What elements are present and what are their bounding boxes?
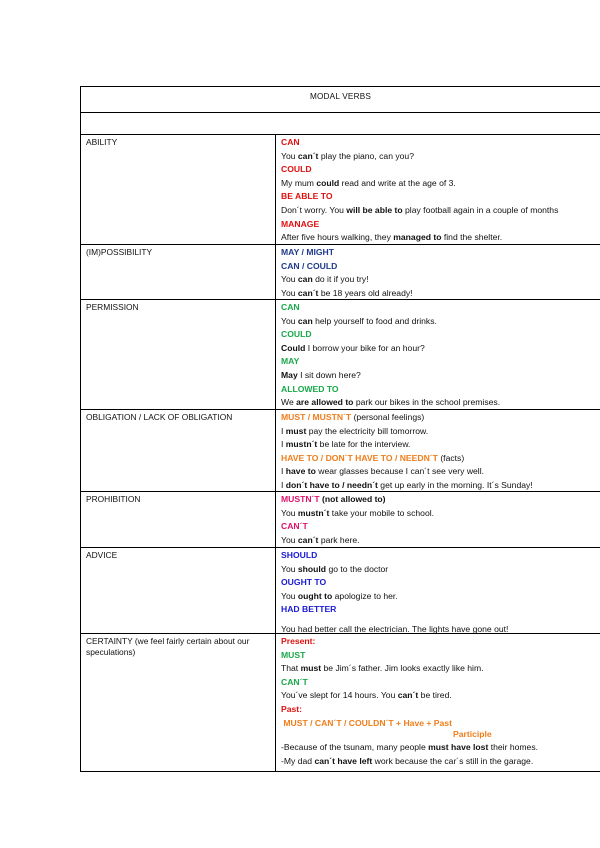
example-sentence: I have to wear glasses because I can´t see very well. xyxy=(281,466,485,477)
example-sentence: We are allowed to park our bikes in the school premises. xyxy=(281,397,501,408)
example-sentence: You´ve slept for 14 hours. You can´t be tired. xyxy=(281,690,452,701)
category-label: (IM)POSSIBILITY xyxy=(81,245,276,299)
example-sentence: May I sit down here? xyxy=(281,369,361,380)
table-title: MODAL VERBS xyxy=(309,92,372,101)
example-sentence: I mustn´t be late for the interview. xyxy=(281,439,411,450)
example-sentence: My mum could read and write at the age of 3. xyxy=(281,177,456,188)
row-permission xyxy=(80,300,600,410)
example-sentence: You mustn´t take your mobile to school. xyxy=(281,507,435,518)
row-content xyxy=(281,635,600,768)
modal-heading: HAD BETTER xyxy=(281,604,337,615)
example-sentence: You can help yourself to food and drinks. xyxy=(281,315,437,326)
modal-verbs-table xyxy=(80,86,600,776)
modal-heading: OUGHT TO xyxy=(281,577,327,588)
modal-heading: COULD xyxy=(281,329,312,340)
modal-heading: CAN´T xyxy=(281,676,308,687)
row-prohibition xyxy=(80,492,600,548)
row-possibility xyxy=(80,245,600,300)
example-sentence: I don´t have to / needn´t get up early in the morning. It´s Sunday! xyxy=(281,479,533,490)
example-sentence: You can´t play the piano, can you? xyxy=(281,150,414,161)
row-obligation xyxy=(80,410,600,492)
example-sentence: -Because of the tsunam, many people must have lost their homes. xyxy=(281,742,539,753)
modal-heading: ALLOWED TO xyxy=(281,383,339,394)
example-sentence: Could I borrow your bike for an hour? xyxy=(281,342,425,353)
tense-label: Present: xyxy=(281,636,316,646)
modal-heading: MAY xyxy=(281,356,300,367)
example-sentence: You can do it if you try! xyxy=(281,274,369,285)
modal-heading-continued: Participle xyxy=(453,729,492,740)
table-title-row xyxy=(80,86,600,113)
category-label: ABILITY xyxy=(81,135,276,244)
example-sentence: Don´t worry. You will be able to play football again in a couple of months xyxy=(281,204,559,215)
example-sentence: I must pay the electricity bill tomorrow. xyxy=(281,425,429,436)
example-sentence: You can´t park here. xyxy=(281,534,360,545)
category-label: OBLIGATION / LACK OF OBLIGATION xyxy=(81,410,276,491)
blank-row xyxy=(80,113,600,135)
modal-heading: SHOULD xyxy=(281,550,318,560)
modal-heading: MUST / CAN´T / COULDN´T + Have + Past xyxy=(281,717,452,728)
row-content xyxy=(281,493,600,547)
modal-heading: COULD xyxy=(281,164,312,175)
row-content xyxy=(281,246,600,300)
modal-heading: CAN´T xyxy=(281,521,308,532)
example-sentence: You should go to the doctor xyxy=(281,563,389,574)
category-label: PERMISSION xyxy=(81,300,276,409)
category-label: PROHIBITION xyxy=(81,492,276,547)
row-certainty xyxy=(80,634,600,772)
modal-heading: CAN xyxy=(281,137,300,147)
example-sentence: After five hours walking, they managed to find the shelter. xyxy=(281,232,503,243)
modal-heading: MUST xyxy=(281,649,306,660)
row-advice xyxy=(80,548,600,634)
category-label: ADVICE xyxy=(81,548,276,633)
modal-heading: CAN / COULD xyxy=(281,260,338,271)
row-ability xyxy=(80,135,600,245)
example-sentence: You can´t be 18 years old already! xyxy=(281,287,413,298)
modal-heading: MAY / MIGHT xyxy=(281,247,335,257)
example-sentence: You ought to apologize to her. xyxy=(281,590,398,601)
tense-label: Past: xyxy=(281,703,303,714)
example-sentence: You had better call the electrician. The lights have gone out! xyxy=(281,623,509,634)
row-content xyxy=(281,301,600,410)
modal-heading-with-note: MUST / MUSTN´T (personal feelings) xyxy=(281,412,425,422)
modal-heading-with-note: MUSTN´T (not allowed to) xyxy=(281,494,386,504)
category-label: CERTAINTY (we feel fairly certain about our speculations) xyxy=(81,634,276,771)
modal-heading: BE ABLE TO xyxy=(281,191,333,202)
modal-heading-with-note: HAVE TO / DON´T HAVE TO / NEEDN´T (facts) xyxy=(281,452,465,463)
modal-heading: CAN xyxy=(281,302,300,312)
example-sentence: That must be Jim´s father. Jim looks exactly like him. xyxy=(281,663,484,674)
row-content xyxy=(281,549,600,637)
row-content xyxy=(281,411,600,493)
row-content xyxy=(281,136,600,245)
example-sentence: -My dad can´t have left work because the car´s still in the garage. xyxy=(281,755,534,766)
modal-heading: MANAGE xyxy=(281,218,320,229)
